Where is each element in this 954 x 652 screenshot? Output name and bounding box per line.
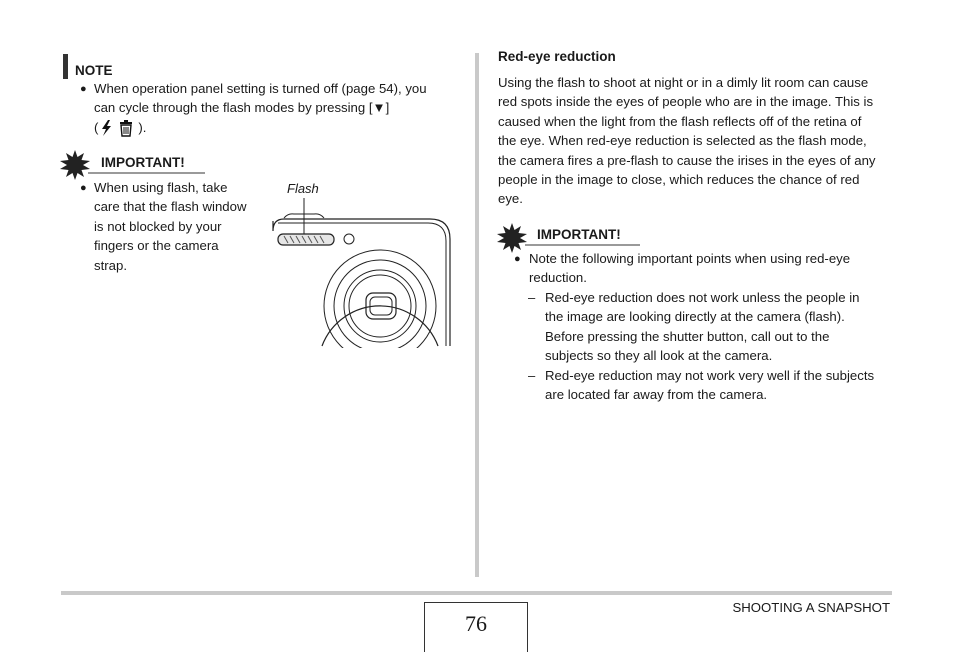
flash-label: Flash	[287, 181, 319, 196]
note-line-1: When operation panel setting is turned off (page 54), you	[94, 81, 427, 96]
important-burst-icon	[60, 150, 90, 180]
dash-line: are located far away from the camera.	[545, 387, 768, 403]
important-bullet	[514, 249, 894, 289]
bullet-dot: ●	[80, 182, 87, 194]
important-underline	[525, 244, 640, 246]
para-line: Using the flash to shoot at night or in a dimly lit room can cause	[498, 75, 869, 90]
dash-line: the image are looking directly at the camera (flash).	[545, 309, 845, 325]
para-line: the eye. When red-eye reduction is selected as the flash mode,	[498, 133, 867, 149]
bullet-line: reduction.	[529, 270, 587, 286]
note-title: NOTE	[75, 63, 113, 78]
footer-rule	[61, 591, 892, 595]
para-line: red spots inside the eyes of people who are in the image. This is	[498, 94, 874, 110]
important-title: IMPORTANT!	[101, 155, 185, 170]
important-line: care that the flash window	[94, 199, 247, 215]
important-bullet	[80, 178, 280, 278]
dash-item	[528, 288, 898, 368]
dash-line: subjects so they all look at the camera.	[545, 348, 773, 364]
dash-line: Before pressing the shutter button, call out to the	[545, 328, 830, 344]
para-line: the camera fires a pre-flash to cause the irises in the eyes of any	[498, 152, 876, 168]
bullet-line: Note the following important points when using red-eye	[529, 251, 851, 266]
red-eye-heading: Red-eye reduction	[498, 49, 616, 64]
dash-mark: –	[528, 290, 536, 305]
note-marker-bar	[63, 54, 68, 79]
red-eye-paragraph	[498, 73, 876, 209]
dash-item	[528, 366, 898, 406]
important-line: fingers or the camera	[94, 238, 219, 254]
dash-line: Red-eye reduction does not work unless the people in	[545, 290, 860, 305]
para-line: eye.	[498, 191, 523, 207]
bullet-dot: ●	[80, 83, 87, 95]
camera-illustration	[270, 196, 456, 348]
column-divider	[475, 53, 479, 577]
important-line: When using flash, take	[94, 180, 228, 195]
dash-mark: –	[528, 368, 536, 383]
note-line-3-close: ).	[138, 119, 147, 135]
dash-line: Red-eye reduction may not work very well if the subjects	[545, 368, 875, 383]
important-line: strap.	[94, 257, 127, 273]
important-underline	[88, 172, 205, 174]
page-number-box	[424, 602, 528, 652]
section-title: SHOOTING A SNAPSHOT	[732, 600, 890, 615]
bullet-dot: ●	[514, 253, 521, 265]
flash-trash-icon	[98, 119, 138, 137]
note-line-3-open: (	[94, 119, 99, 135]
important-title: IMPORTANT!	[537, 227, 621, 242]
page-number: 76	[465, 611, 487, 636]
note-bullet	[80, 79, 460, 139]
note-line-2: can cycle through the flash modes by pressing [▼]	[94, 100, 390, 116]
para-line: people in the image to close, which reduces the chance of red	[498, 172, 860, 188]
para-line: caused when the light from the flash reflects off of the retina of	[498, 113, 862, 129]
important-line: is not blocked by your	[94, 218, 222, 234]
